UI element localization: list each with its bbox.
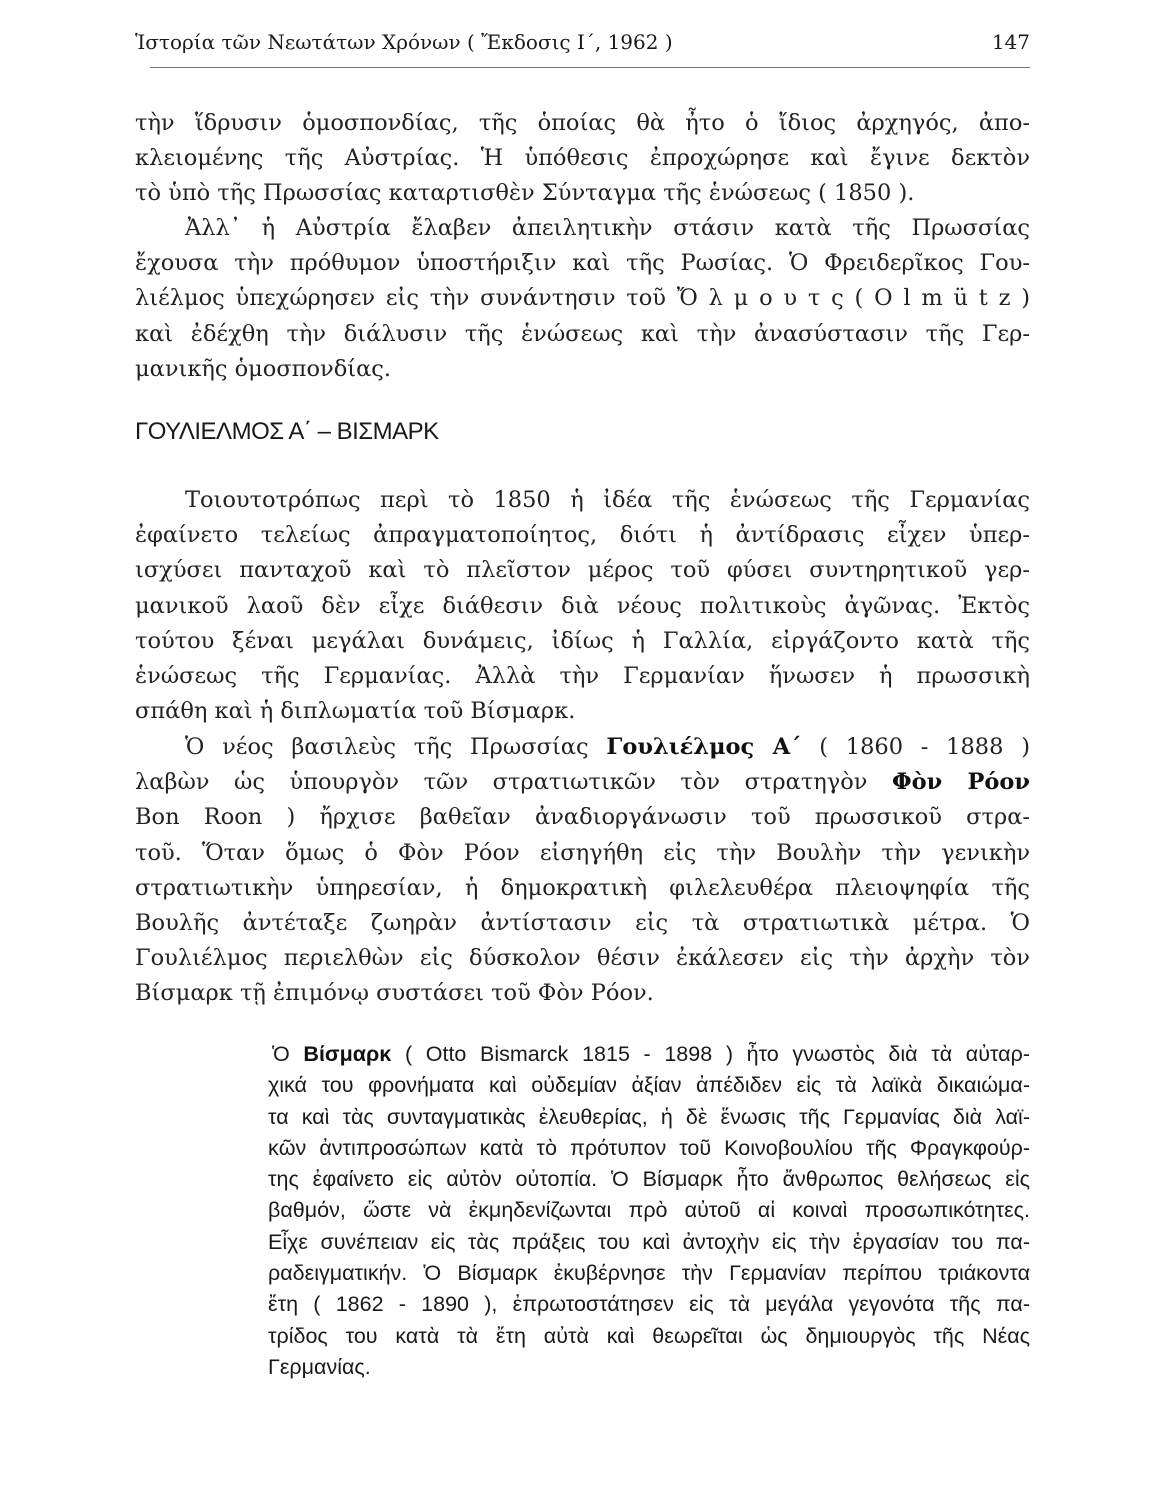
text-run: Ἀλλ᾽ ἡ Αὐστρία ἔλαβεν ἀπειλητικὴν στάσιν κατὰ τῆς Πρωσσίας xyxy=(185,215,1030,241)
text-line xyxy=(135,141,1030,176)
text-run: στρατιωτικὴν ὑπηρεσίαν, ἡ δημοκρατικὴ φιλελευθέρα πλειοψηφία τῆς xyxy=(135,874,1030,901)
text-run: τὴν ἵδρυσιν ὁμοσπονδίας, τῆς ὁποίας θὰ ἦτο ὁ ἴδιος ἀρχηγός, ἀπο- xyxy=(135,110,1030,136)
text-line xyxy=(135,694,1030,729)
text-run: λαβὼν ὡς ὑπουργὸν τῶν στρατιωτικῶν τὸν στρατηγὸν xyxy=(135,769,892,796)
text-run: Γουλιέλμος περιελθὼν εἰς δύσκολον θέσιν ἐκάλεσεν εἰς τὴν ἀρχὴν τὸν xyxy=(135,945,1030,972)
text-line xyxy=(268,1133,1030,1164)
text-line xyxy=(135,659,1030,694)
text-run: σπάθη καὶ ἡ διπλωματία τοῦ Βίσμαρκ. xyxy=(135,698,576,725)
paragraph-3 xyxy=(135,483,1030,729)
text-line xyxy=(268,1102,1030,1133)
running-header xyxy=(135,30,1030,60)
text-line xyxy=(135,871,1030,906)
text-line xyxy=(135,246,1030,281)
text-line xyxy=(135,906,1030,941)
header-title: Ἱστορία τῶν Νεωτάτων Χρόνων ( Ἔκδοσις Ι΄, 1962 ) xyxy=(135,30,673,54)
text-line xyxy=(135,211,1030,246)
text-line xyxy=(268,1352,1030,1383)
text-run: τρίδος του κατὰ τὰ ἔτη αὐτὰ καὶ θεωρεῖται ὡς δημιουργὸς τῆς Νέας xyxy=(268,1323,1030,1348)
text-run: Ὁ νέος βασιλεὺς τῆς Πρωσσίας xyxy=(185,734,607,760)
text-line xyxy=(135,976,1030,1011)
text-run: μανικῆς ὁμοσπονδίας. xyxy=(135,355,392,382)
text-run: τὸ ὑπὸ τῆς Πρωσσίας καταρτισθὲν Σύνταγμα τῆς ἑνώσεως ( 1850 ). xyxy=(135,180,915,207)
text-run: κλειομένης τῆς Αὐστρίας. Ἡ ὑπόθεσις ἐπροχώρησε καὶ ἔγινε δεκτὸν xyxy=(135,145,1030,172)
text-line xyxy=(135,483,1030,518)
text-run: τα καὶ τὰς συνταγματικὰς ἐλευθερίας, ἡ δὲ ἕνωσις τῆς Γερμανίας διὰ λαϊ- xyxy=(268,1104,1030,1129)
text-run: Τοιουτοτρόπως περὶ τὸ 1850 ἡ ἰδέα τῆς ἑνώσεως τῆς Γερμανίας xyxy=(185,487,1030,513)
text-line xyxy=(135,553,1030,588)
text-run: Bon Roon ) ἤρχισε βαθεῖαν ἀναδιοργάνωσιν τοῦ πρωσσικοῦ στρα- xyxy=(135,804,1030,831)
text-line xyxy=(135,800,1030,835)
text-line xyxy=(135,281,1030,316)
text-line xyxy=(268,1164,1030,1195)
text-run: Ὁ xyxy=(272,1042,304,1066)
text-run: τοῦ. Ὅταν ὅμως ὁ Φὸν Ρόον εἰσηγήθη εἰς τὴν Βουλὴν τὴν γενικὴν xyxy=(135,839,1030,866)
text-line xyxy=(268,1258,1030,1289)
text-run: ( 1860 - 1888 ) xyxy=(801,734,1030,760)
text-run: Εἶχε συνέπειαν εἰς τὰς πράξεις του καὶ ἀντοχὴν εἰς τὴν ἐργασίαν του πα- xyxy=(268,1229,1030,1254)
paragraph-1 xyxy=(135,106,1030,212)
text-run: ( Otto Bismarck 1815 - 1898 ) ἦτο γνωστὸς διὰ τὰ αὐταρ- xyxy=(391,1042,1030,1066)
section-heading: ΓΟΥΛΙΕΛΜΟΣ Α΄ – ΒΙΣΜΑΡΚ xyxy=(135,418,439,445)
paragraph-2 xyxy=(135,211,1030,387)
text-line xyxy=(135,589,1030,624)
text-run: ἑνώσεως τῆς Γερμανίας. Ἀλλὰ τὴν Γερμανίαν ἥνωσεν ἡ πρωσσικὴ xyxy=(135,662,1030,689)
text-line xyxy=(135,941,1030,976)
text-line xyxy=(135,352,1030,387)
text-line xyxy=(135,624,1030,659)
text-run: λιέλμος ὑπεχώρησεν εἰς τὴν συνάντησιν τοῦ Ὄ λ μ ο υ τ ς ( O l m ü t z ) xyxy=(135,285,1030,312)
text-run: κῶν ἀντιπροσώπων κατὰ τὸ πρότυπον τοῦ Κοινοβουλίου τῆς Φραγκφούρ- xyxy=(268,1135,1030,1160)
text-run: Βίσμαρκ τῇ ἐπιμόνῳ συστάσει τοῦ Φὸν Ρόον. xyxy=(135,980,654,1007)
text-run: ἐφαίνετο τελείως ἀπραγματοποίητος, διότι ἡ ἀντίδρασις εἶχεν ὑπερ- xyxy=(135,522,1030,549)
text-line xyxy=(268,1195,1030,1226)
paragraph-4 xyxy=(135,730,1030,1012)
bold-name: Βίσμαρκ xyxy=(303,1042,392,1066)
text-run: Βουλῆς ἀντέταξε ζωηρὰν ἀντίστασιν εἰς τὰ στρατιωτικὰ μέτρα. Ὁ xyxy=(135,909,1030,936)
text-line xyxy=(135,518,1030,553)
text-run: ραδειγματικήν. Ὁ Βίσμαρκ ἐκυβέρνησε τὴν Γερμανίαν περίπου τριάκοντα xyxy=(268,1261,1030,1286)
text-run: τούτου ξέναι μεγάλαι δυνάμεις, ἰδίως ἡ Γαλλία, εἰργάζοντο κατὰ τῆς xyxy=(135,627,1030,654)
footnote-bismarck xyxy=(268,1039,1030,1383)
text-run: ἔχουσα τὴν πρόθυμον ὑποστήριξιν καὶ τῆς Ρωσίας. Ὁ Φρειδερῖκος Γου- xyxy=(135,250,1030,277)
bold-name: Φὸν Ρόον xyxy=(892,769,1030,796)
text-line xyxy=(135,765,1030,800)
text-line xyxy=(268,1070,1030,1101)
text-run: ισχύσει πανταχοῦ καὶ τὸ πλεῖστον μέρος τοῦ φύσει συντηρητικοῦ γερ- xyxy=(135,557,1030,584)
header-rule xyxy=(150,67,1030,68)
bold-name: Γουλιέλμος Α΄ xyxy=(606,734,802,760)
text-line xyxy=(268,1321,1030,1352)
text-line xyxy=(135,176,1030,211)
text-run: καὶ ἐδέχθη τὴν διάλυσιν τῆς ἑνώσεως καὶ τὴν ἀνασύστασιν τῆς Γερ- xyxy=(135,320,1030,347)
page-number: 147 xyxy=(991,30,1030,54)
text-line xyxy=(135,730,1030,765)
text-run: Γερμανίας. xyxy=(268,1354,371,1379)
text-line xyxy=(135,317,1030,352)
text-line xyxy=(135,836,1030,871)
text-run: βαθμόν, ὥστε νὰ ἐκμηδενίζωνται πρὸ αὐτοῦ αἱ κοιναὶ προσωπικότητες. xyxy=(268,1198,1030,1223)
text-run: μανικοῦ λαοῦ δὲν εἶχε διάθεσιν διὰ νέους πολιτικοὺς ἀγῶνας. Ἐκτὸς xyxy=(135,592,1030,619)
text-line xyxy=(268,1039,1030,1070)
text-run: ἔτη ( 1862 - 1890 ), ἐπρωτοστάτησεν εἰς τὰ μεγάλα γεγονότα τῆς πα- xyxy=(268,1292,1030,1317)
text-line xyxy=(268,1227,1030,1258)
text-line xyxy=(268,1289,1030,1320)
text-run: χικά του φρονήματα καὶ οὐδεμίαν ἀξίαν ἀπέδιδεν εἰς τὰ λαϊκὰ δικαιώμα- xyxy=(268,1073,1030,1098)
text-line xyxy=(135,106,1030,141)
text-run: της ἐφαίνετο εἰς αὐτὸν οὐτοπία. Ὁ Βίσμαρκ ἦτο ἄνθρωπος θελήσεως εἰς xyxy=(268,1167,1030,1192)
